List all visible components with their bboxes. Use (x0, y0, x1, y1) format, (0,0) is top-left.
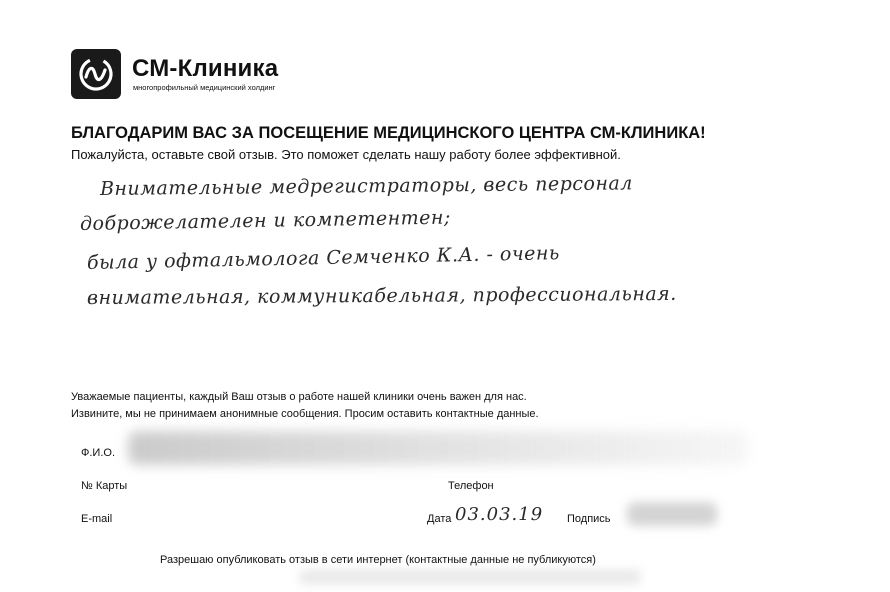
fio-label: Ф.И.О. (81, 447, 115, 459)
phone-label: Телефон (448, 480, 494, 492)
review-line: Внимательные медрегистраторы, весь персонал (99, 172, 633, 200)
notice-line: Извините, мы не принимаем анонимные сообщения. Просим оставить контактные данные. (71, 408, 539, 420)
card-number-label: № Карты (81, 480, 128, 492)
signature-label: Подпись (567, 513, 611, 525)
date-value: 03.03.19 (455, 504, 544, 525)
date-label: Дата (427, 513, 452, 525)
consent-text: Разрешаю опубликовать отзыв в сети интернет (контактные данные не публикуются) (160, 554, 596, 566)
review-line: доброжелателен и компетентен; (79, 206, 451, 235)
review-line: была у офтальмолога Семченко К.А. - очень (86, 242, 561, 274)
notice-line: Уважаемые пациенты, каждый Ваш отзыв о работе нашей клиники очень важен для нас. (71, 391, 527, 403)
brand-tagline: многопрофильный медицинский холдинг (133, 83, 276, 92)
review-line: внимательная, коммуникабельная, профессиональная. (86, 282, 677, 309)
page-title: БЛАГОДАРИМ ВАС ЗА ПОСЕЩЕНИЕ МЕДИЦИНСКОГО ЦЕНТРА СМ-КЛИНИКА! (71, 124, 706, 142)
page-subtitle: Пожалуйста, оставьте свой отзыв. Это поможет сделать нашу работу более эффективной. (71, 147, 621, 162)
email-label: E-mail (81, 513, 113, 525)
bottom-redacted (300, 570, 640, 584)
sm-clinic-logo-icon (71, 49, 121, 99)
signature-redacted (627, 502, 717, 526)
fio-field-redacted (128, 431, 748, 465)
brand-name: СМ-Клиника (132, 55, 279, 82)
